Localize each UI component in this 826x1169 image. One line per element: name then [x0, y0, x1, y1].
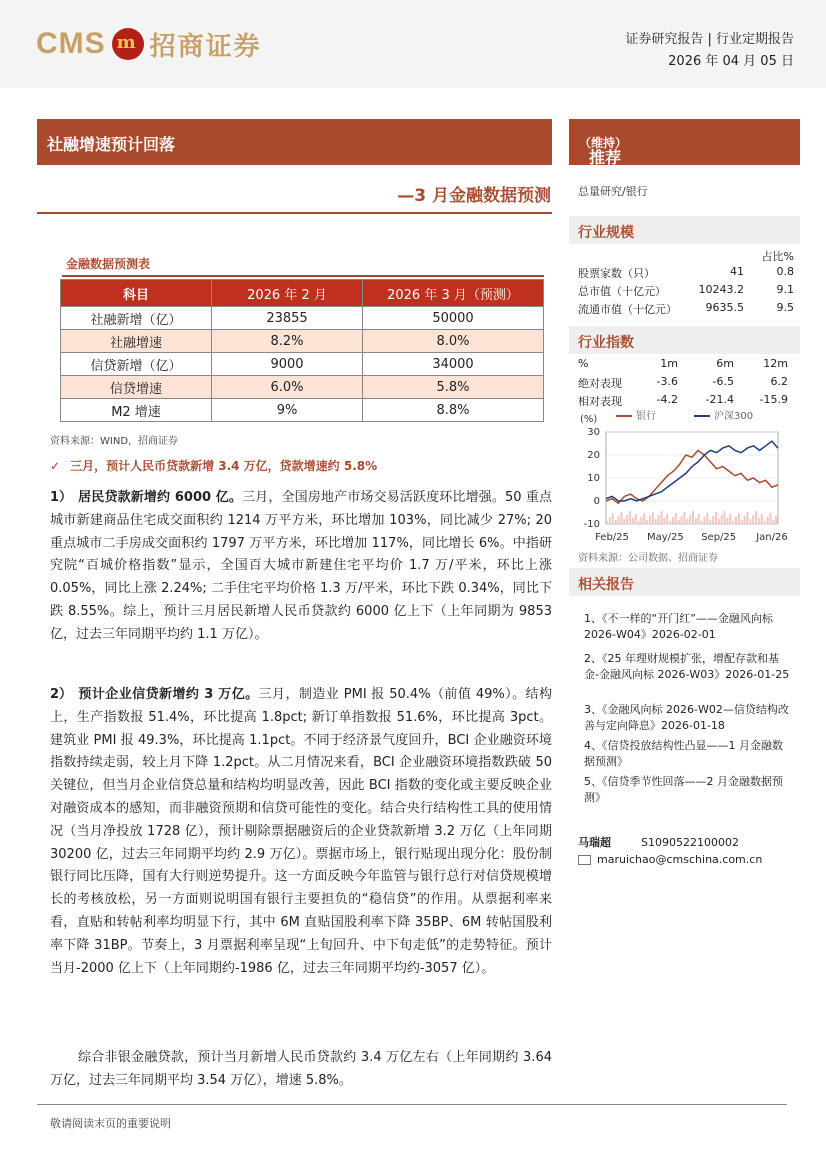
scale-label: 股票家数（只） — [578, 267, 655, 280]
related-report-item[interactable]: 2、《25 年理财规模扩张，增配存款和基金-金融风向标 2026-W03》2026-01-25 — [584, 652, 790, 681]
index-header: 6m — [716, 357, 734, 370]
sector-label: 总量研究/银行 — [578, 185, 648, 198]
table-row — [61, 399, 544, 422]
volume-bar — [706, 513, 708, 524]
volume-bar — [632, 518, 634, 524]
report-date: 2026 年 04 月 05 日 — [668, 54, 794, 69]
volume-bar — [609, 517, 611, 524]
volume-bar — [658, 515, 660, 524]
volume-bar — [775, 516, 777, 524]
scale-label: 总市值（十亿元） — [578, 285, 666, 298]
x-tick-label: Jan/26 — [756, 532, 788, 543]
footer-divider — [37, 1104, 787, 1105]
volume-bar — [652, 512, 654, 524]
table-header-cell: 2026 年 3 月（预测） — [363, 280, 544, 307]
scale-value: 41 — [730, 265, 744, 278]
volume-bar — [721, 515, 723, 524]
table-cell: 8.2% — [212, 330, 363, 353]
scale-col-header — [578, 248, 794, 264]
volume-bar — [709, 520, 711, 524]
table-cell: 社融新增（亿） — [61, 307, 212, 330]
volume-bar — [617, 516, 619, 524]
table-header-cell: 科目 — [61, 280, 212, 307]
table-header-row — [61, 280, 544, 307]
scale-row — [578, 283, 794, 299]
table-row — [61, 353, 544, 376]
volume-bar — [749, 519, 751, 524]
scale-share: 0.8 — [776, 265, 794, 278]
scale-share: 9.1 — [776, 283, 794, 296]
index-value: 6.2 — [770, 375, 788, 388]
volume-bar — [758, 518, 760, 524]
author-name: 马瑞超 — [578, 836, 611, 849]
x-tick-label: May/25 — [646, 532, 684, 543]
legend-label: 沪深300 — [714, 411, 754, 422]
volume-bar — [638, 521, 640, 524]
volume-bar — [701, 521, 703, 524]
section-text: 三月，全国房地产市场交易活跃度环比增强。50 重点城市新建商品住宅成交面积约 1214 万平方米，环比增加 103%，同比减少 27%; 20 重点城市二手房成交面积约 1797 万平方米，环比增加 117%，同比增长 6%。中指研究院“百城价格指数”显示，全国百大城市新建住宅平均价 1.7 万/平米，环比上涨 0.05%，同比上涨 2.24%; 二手住宅平均价格 1.3 万/平米，环比下跌 0.34%，同比下跌 8.55%。综上，预计三月居民新增人民币贷款约 6000 亿上下（上年同期为 9853 亿，过去三年同期平均约 1.1 万亿）。 — [50, 490, 552, 642]
y-tick-label: -10 — [583, 519, 600, 530]
logo-emblem-icon: m — [112, 28, 144, 60]
index-row — [578, 393, 794, 409]
volume-bar — [663, 518, 665, 524]
rating-band — [569, 119, 800, 165]
volume-bar — [752, 515, 754, 524]
volume-bar — [767, 517, 769, 524]
author-id: S1090522100002 — [641, 836, 739, 849]
table-cell: 8.8% — [363, 399, 544, 422]
highlight-text: 三月，预计人民币贷款新增 3.4 万亿，贷款增速约 5.8% — [70, 459, 378, 473]
author-line — [578, 834, 739, 850]
volume-bar — [755, 511, 757, 524]
key-highlight — [50, 457, 377, 474]
volume-bar — [698, 514, 700, 524]
volume-bar — [686, 519, 688, 524]
volume-bar — [640, 517, 642, 524]
table-source: 资料来源：WIND，招商证券 — [50, 436, 179, 447]
scale-value: 9635.5 — [705, 301, 744, 314]
table-cell: 34000 — [363, 353, 544, 376]
table-cell: 6.0% — [212, 376, 363, 399]
chart-volume-bars — [606, 511, 777, 524]
title-divider — [37, 212, 552, 214]
page-subtitle: —3 月金融数据预测 — [397, 186, 551, 206]
index-row — [578, 375, 794, 391]
section-heading: 行业规模 — [578, 225, 634, 241]
volume-bar — [666, 514, 668, 524]
related-report-item[interactable]: 4、《信贷投放结构性凸显——1 月金融数据预测》 — [584, 739, 783, 768]
volume-bar — [746, 512, 748, 524]
series-line-bank — [606, 450, 778, 503]
footer-note: 敬请阅读末页的重要说明 — [50, 1117, 171, 1130]
volume-bar — [683, 512, 685, 524]
table-header-cell: 2026 年 2 月 — [212, 280, 363, 307]
volume-bar — [738, 513, 740, 524]
volume-bar — [669, 521, 671, 524]
volume-bar — [615, 520, 617, 524]
scale-value: 10243.2 — [698, 283, 744, 296]
table-cell: 5.8% — [363, 376, 544, 399]
table-cell: 社融增速 — [61, 330, 212, 353]
section-text: 三月，制造业 PMI 报 50.4%（前值 49%）。结构上，生产指数报 51.4%，环比提高 1.8pct; 新订单指数报 51.6%，环比提高 3pct。建筑业 PMI 报 49.3%，环比提高 1.1pct。不同于经济景气度回升，BCI 企业融资环境指数持续走弱，较上月下降 1.2pct。从二月情况来看，BCI 企业融资环境指数跌破 50 关键位，但当月企业信贷总量和结构均明显改善，因此 BCI 指数的变化或主要反映企业对融资成本的感知，而非融资预期和信贷可能性的变化。结合央行结构性工具的使用情况（当月净投放 1728 亿），预计剔除票据融资后的企业贷款新增 3.2 万亿（上年同期 30200 亿，过去三年同期平均约 2.9 万亿）。票据市场上，银行贴现出现分化：股份制银行同比压降，国有大行则逆势提升。这一方面反映今年监管与银行总行对信贷规模增长的考核放松，另一方面则说明国有银行主要担负的“稳信贷”的作用。从票据利率来看，直贴和转帖利率均明显下行，其中 6M 直贴国股利率下降 35BP、6M 转帖国股利率下降 31BP。节奏上，3 月票据利率呈现“上旬回升、中下旬走低”的走势特征。预计当月-2000 亿上下（上年同期约-1986 亿，过去三年同期平均约-3057 亿）。 — [50, 687, 552, 976]
index-label: 绝对表现 — [578, 377, 622, 390]
index-performance-chart — [574, 408, 796, 548]
volume-bar — [626, 515, 628, 524]
email-icon — [578, 855, 591, 865]
related-report-item[interactable]: 3、《金融风向标 2026-W02—信贷结构改善与定向降息》2026-01-18 — [584, 703, 789, 732]
title-band — [37, 119, 552, 165]
y-tick-label: 20 — [587, 450, 600, 461]
series-line-csi300 — [606, 441, 778, 501]
table-caption: 金融数据预测表 — [66, 257, 151, 271]
related-report-item[interactable]: 1、《不一样的“开门红”——金融风向标 2026-W04》2026-02-01 — [584, 612, 773, 641]
volume-bar — [703, 517, 705, 524]
volume-bar — [646, 520, 648, 524]
volume-bar — [678, 520, 680, 524]
related-reports-header — [569, 568, 800, 596]
scale-row — [578, 265, 794, 281]
logo-text-en: CMS — [36, 27, 106, 60]
volume-bar — [715, 512, 717, 524]
rating-note: （维持） — [579, 136, 628, 150]
scale-label: 流通市值（十亿元） — [578, 303, 677, 316]
volume-bar — [620, 512, 622, 524]
y-tick-label: 10 — [587, 473, 600, 484]
x-tick-label: Sep/25 — [701, 532, 737, 543]
volume-bar — [744, 516, 746, 524]
index-value: -21.4 — [705, 393, 734, 406]
chart-lines — [606, 441, 778, 503]
report-type: 证券研究报告 | 行业定期报告 — [625, 32, 794, 47]
volume-bar — [672, 517, 674, 524]
company-logo — [36, 24, 262, 64]
volume-bar — [741, 520, 743, 524]
volume-bar — [660, 511, 662, 524]
table-cell: 信贷增速 — [61, 376, 212, 399]
section-heading: 相关报告 — [578, 577, 634, 593]
table-cell: 8.0% — [363, 330, 544, 353]
summary-paragraph: 综合非银金融贷款，预计当月新增人民币贷款约 3.4 万亿左右（上年同期约 3.64 万亿，过去三年同期平均 3.54 万亿），增速 5.8%。 — [50, 1050, 552, 1088]
legend-label: 银行 — [636, 411, 656, 422]
checkmark-icon: ✓ — [50, 459, 61, 473]
y-tick-label: 30 — [587, 427, 600, 438]
volume-bar — [606, 521, 608, 524]
share-header: 占比% — [761, 250, 794, 263]
volume-bar — [623, 519, 625, 524]
author-email-line — [578, 853, 762, 866]
scale-row — [578, 301, 794, 317]
table-row — [61, 330, 544, 353]
section-lead: 预计企业信贷新增约 3 万亿。 — [78, 687, 259, 702]
author-email[interactable]: maruichao@cmschina.com.cn — [597, 853, 763, 866]
index-value: -15.9 — [759, 393, 788, 406]
index-value: -4.2 — [656, 393, 678, 406]
y-tick-label: 0 — [593, 496, 600, 507]
volume-bar — [726, 518, 728, 524]
index-label: 相对表现 — [578, 395, 622, 408]
volume-bar — [732, 521, 734, 524]
index-value: -3.6 — [656, 375, 678, 388]
table-row — [61, 307, 544, 330]
volume-bar — [675, 513, 677, 524]
volume-bar — [681, 516, 683, 524]
volume-bar — [635, 514, 637, 524]
index-header-row — [578, 357, 794, 373]
section-residential-loans — [50, 487, 552, 647]
volume-bar — [695, 518, 697, 524]
related-report-item[interactable]: 5、《信贷季节性回落——2 月金融数据预测》 — [584, 775, 783, 804]
y-axis-label: (%) — [580, 414, 598, 425]
section-heading: 行业指数 — [578, 335, 634, 351]
volume-bar — [643, 513, 645, 524]
volume-bar — [655, 519, 657, 524]
volume-bar — [764, 521, 766, 524]
volume-bar — [729, 514, 731, 524]
volume-bar — [689, 515, 691, 524]
volume-bar — [718, 519, 720, 524]
volume-bar — [692, 511, 694, 524]
section-lead: 居民贷款新增约 6000 亿。 — [78, 490, 243, 505]
industry-index-header — [569, 326, 800, 354]
volume-bar — [724, 511, 726, 524]
table-cell: 9% — [212, 399, 363, 422]
volume-bar — [712, 516, 714, 524]
rating-label: 推荐 — [589, 148, 622, 167]
x-tick-label: Feb/25 — [595, 532, 629, 543]
page-title: 社融增速预计回落 — [47, 135, 176, 154]
scale-share: 9.5 — [776, 301, 794, 314]
section-number: 2） — [50, 687, 73, 702]
table-cell: 信贷新增（亿） — [61, 353, 212, 376]
logo-text-cn: 招商证券 — [149, 31, 262, 62]
table-cell: 23855 — [212, 307, 363, 330]
volume-bar — [735, 517, 737, 524]
volume-bar — [769, 513, 771, 524]
table-cell: M2 增速 — [61, 399, 212, 422]
financial-forecast-table — [60, 279, 544, 422]
section-corporate-loans — [50, 684, 552, 980]
index-header: % — [578, 357, 589, 370]
table-top-rule — [62, 275, 544, 277]
section-number: 1） — [50, 490, 73, 505]
industry-scale-header — [569, 216, 800, 244]
index-value: -6.5 — [712, 375, 734, 388]
chart-source: 资料来源：公司数据、招商证券 — [578, 553, 718, 564]
table-cell: 50000 — [363, 307, 544, 330]
volume-bar — [629, 511, 631, 524]
table-cell: 9000 — [212, 353, 363, 376]
index-header: 12m — [763, 357, 788, 370]
index-header: 1m — [660, 357, 678, 370]
volume-bar — [772, 520, 774, 524]
table-row — [61, 376, 544, 399]
volume-bar — [612, 513, 614, 524]
volume-bar — [649, 516, 651, 524]
volume-bar — [761, 514, 763, 524]
